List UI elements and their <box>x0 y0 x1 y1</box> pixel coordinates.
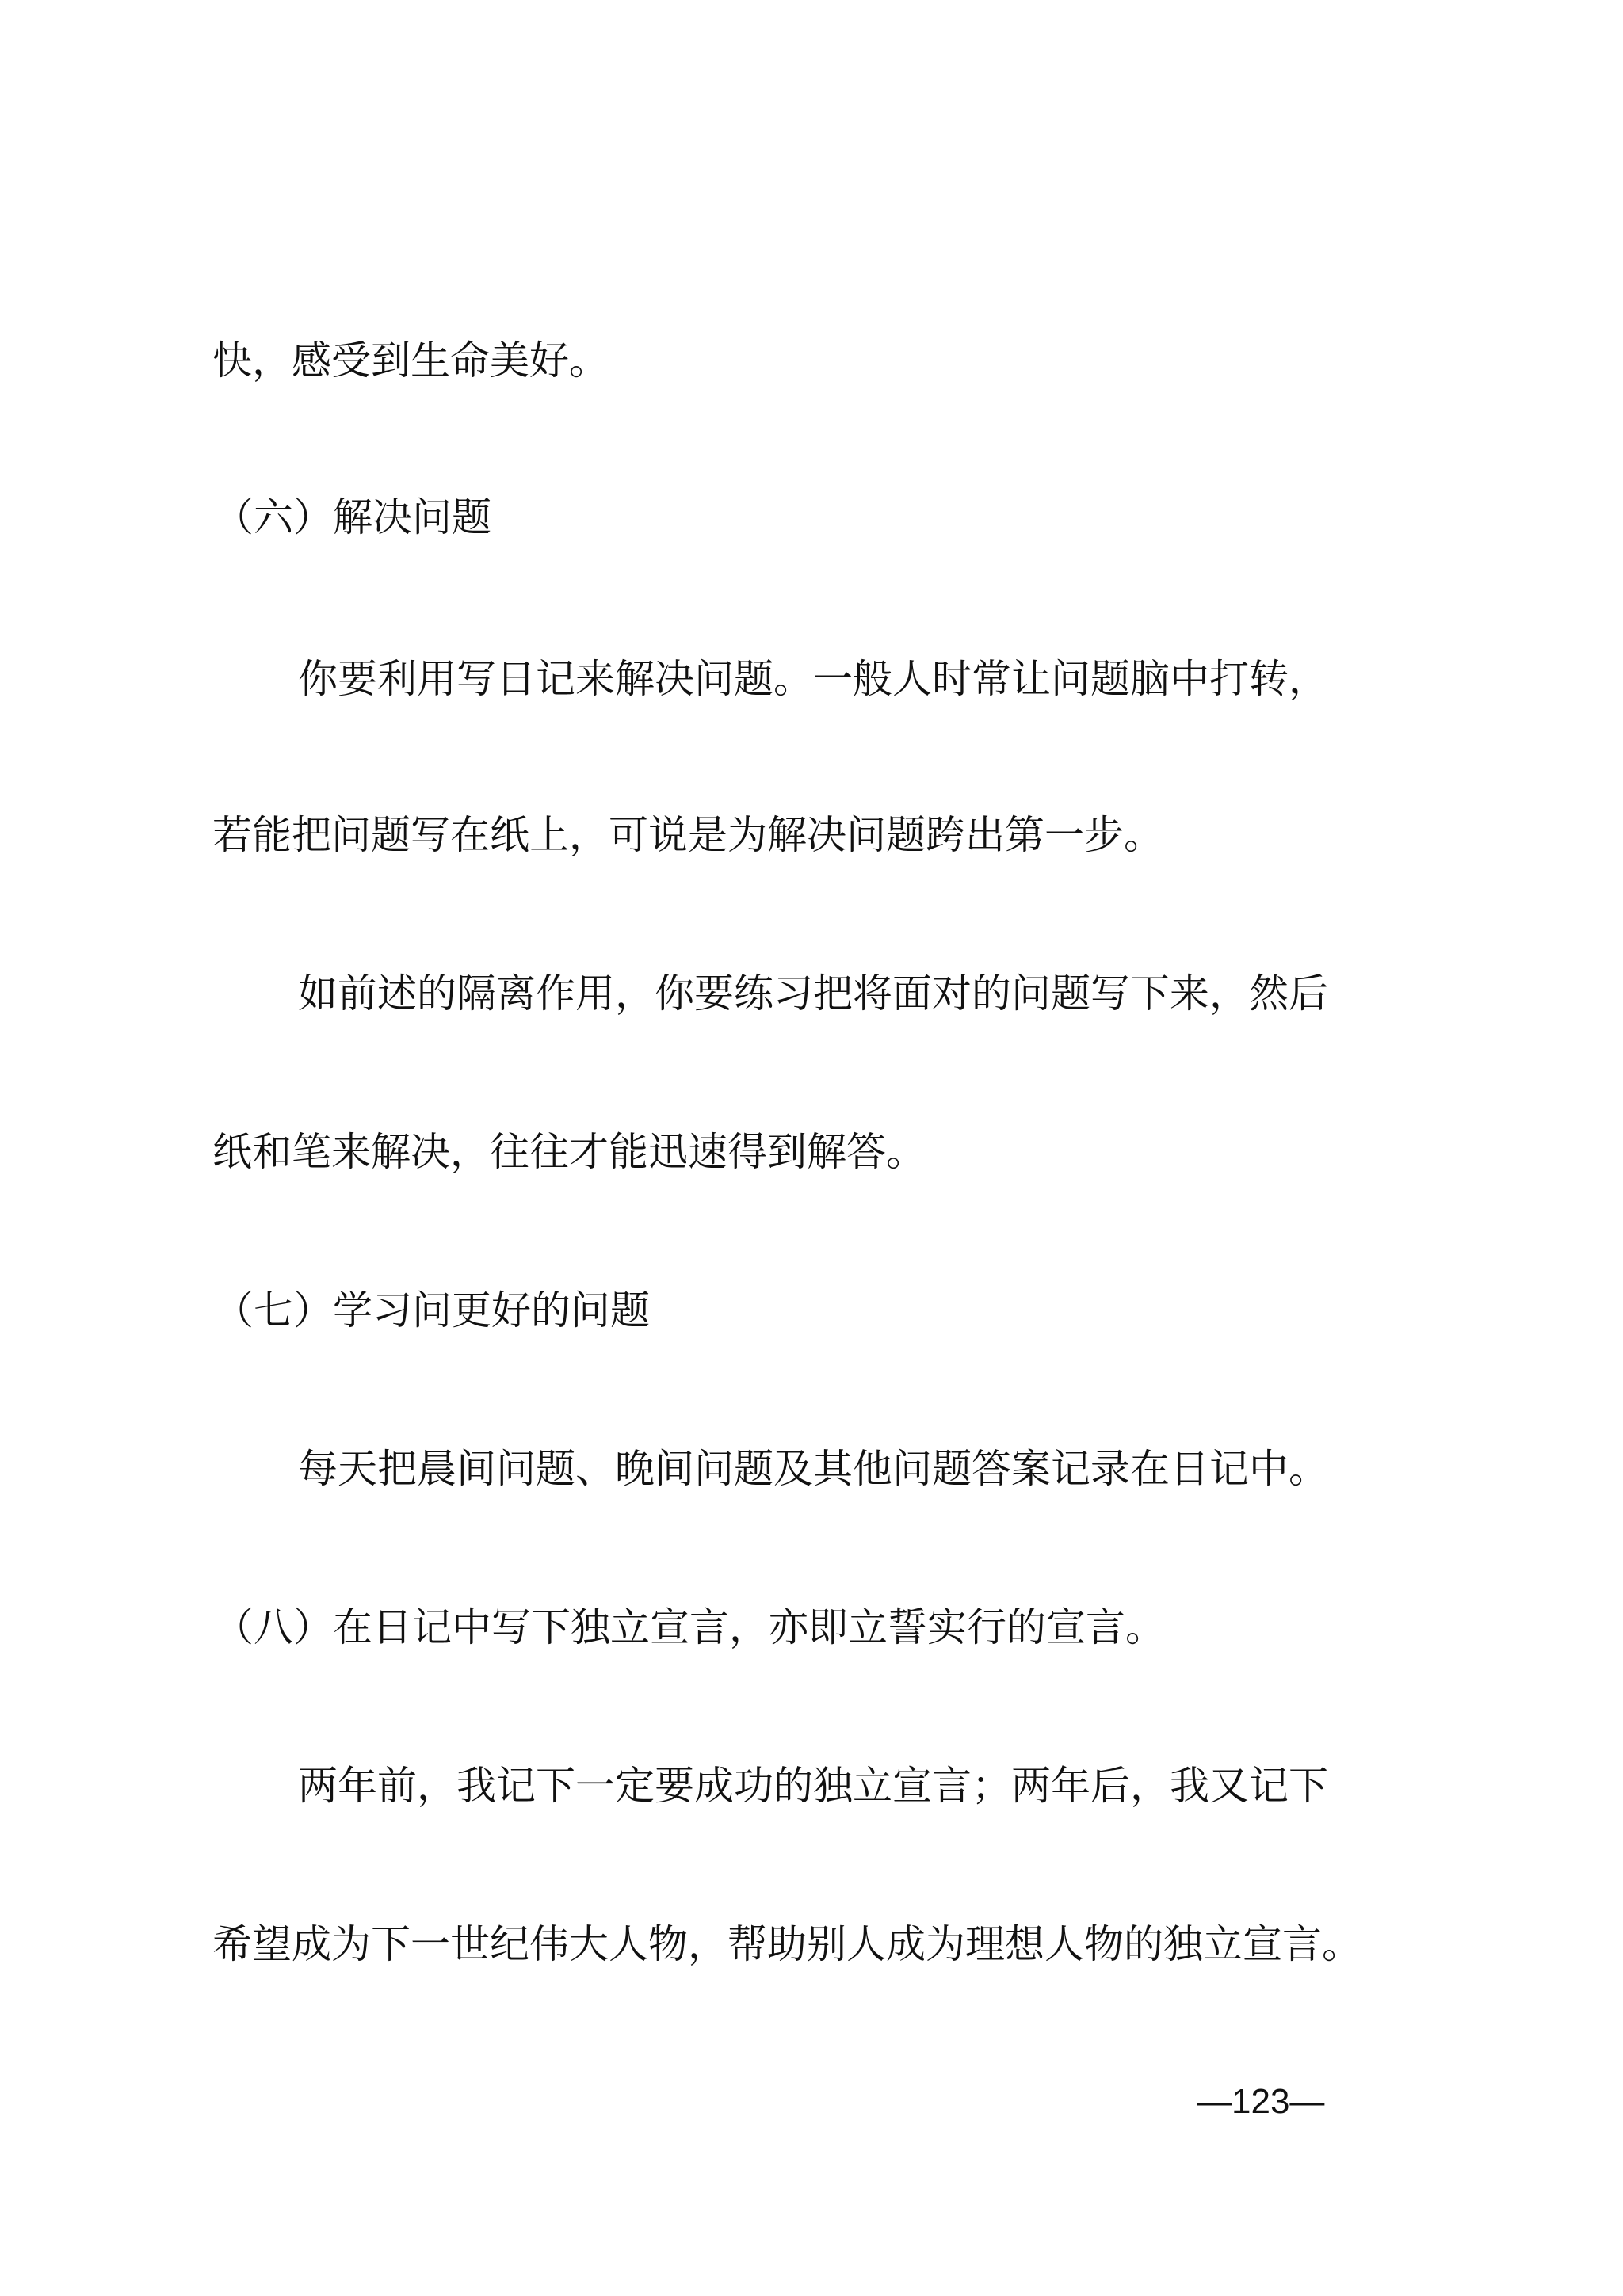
paragraph-line-4: 若能把问题写在纸上，可说是为解决问题跨出第一步。 <box>212 812 1163 858</box>
page-number: —123— <box>1197 2082 1325 2121</box>
paragraph-line-1: 快，感受到生命美好。 <box>212 338 609 383</box>
paragraph-line-11: 希望成为下一世纪伟大人物，帮助别人成为理想人物的独立宣言。 <box>212 1921 1361 1967</box>
section-heading-6: （六）解决问题 <box>214 494 491 540</box>
paragraph-line-5: 如前述的隔离作用，你要练习把将面对的问题写下来，然后 <box>298 971 1328 1016</box>
paragraph-line-6: 纸和笔来解决，往往才能迅速得到解答。 <box>212 1129 926 1175</box>
section-heading-7: （七）学习问更好的问题 <box>214 1287 650 1333</box>
paragraph-line-8: 每天把晨间问题、晚间问题及其他问题答案记录在日记中。 <box>298 1446 1328 1492</box>
paragraph-line-3: 你要利用写日记来解决问题。一般人时常让问题脑中打转， <box>298 656 1328 702</box>
section-heading-8: （八）在日记中写下独立宣言，亦即立誓实行的宣言。 <box>214 1604 1165 1650</box>
paragraph-line-10: 两年前，我记下一定要成功的独立宣言；两年后，我又记下 <box>298 1763 1328 1809</box>
